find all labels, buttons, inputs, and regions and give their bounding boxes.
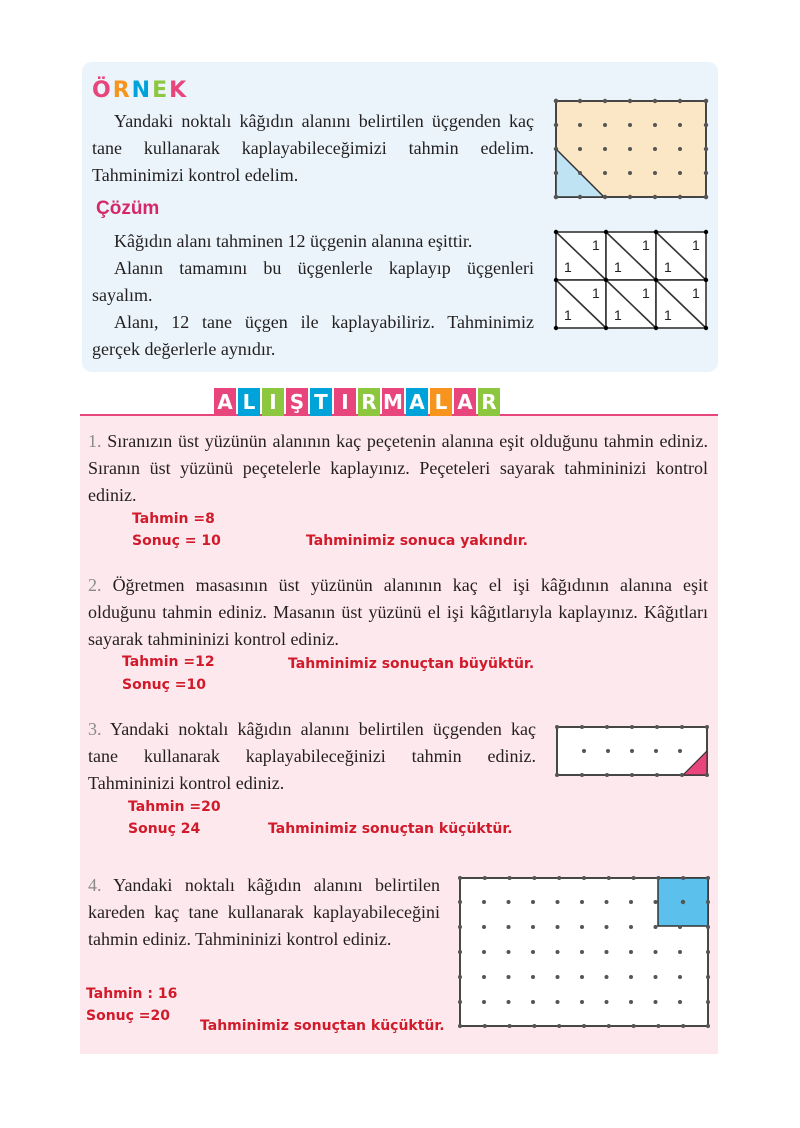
grid-dot [653, 123, 657, 127]
grid-dot [554, 326, 558, 330]
grid-dot [705, 725, 709, 729]
grid-dot [531, 975, 535, 979]
grid-dot [654, 1000, 658, 1004]
grid-dot [654, 749, 658, 753]
banner-letter: L [430, 388, 452, 416]
grid-dot [654, 230, 658, 234]
triangle-label: 1 [564, 259, 572, 275]
grid-dot [580, 773, 584, 777]
exercise-number: 3. [88, 719, 102, 739]
grid-dot [458, 876, 462, 880]
grid-dot [531, 900, 535, 904]
grid-dot [629, 950, 633, 954]
grid-dot [482, 950, 486, 954]
grid-dot [678, 975, 682, 979]
grid-dot [531, 950, 535, 954]
grid-dot [554, 171, 558, 175]
grid-dot [508, 1024, 512, 1028]
grid-dot [580, 975, 584, 979]
grid-dot [681, 876, 685, 880]
grid-dot [704, 171, 708, 175]
grid-dot [705, 773, 709, 777]
grid-dot [632, 1024, 636, 1028]
grid-dot [507, 925, 511, 929]
banner-letter: A [406, 388, 428, 416]
grid-dot [458, 900, 462, 904]
grid-dot [706, 1024, 710, 1028]
grid-dot [482, 900, 486, 904]
grid-dot [556, 975, 560, 979]
grid-dot [654, 900, 658, 904]
grid-dot [629, 900, 633, 904]
grid-dot [678, 195, 682, 199]
grid-dot [678, 123, 682, 127]
grid-dot [607, 1024, 611, 1028]
exercise-2 [88, 572, 708, 653]
grid-dot [458, 950, 462, 954]
grid-dot [578, 123, 582, 127]
grid-dot [482, 975, 486, 979]
grid-dot [483, 876, 487, 880]
grid-dot [603, 123, 607, 127]
grid-dot [629, 975, 633, 979]
grid-dot [556, 950, 560, 954]
exercise-text: Yandaki noktalı kâğıdın alanını belirtilen kareden kaç tane kullanarak kaplayabileceğini tahmin ediniz. Tahmininizi kontrol ediniz. [88, 875, 440, 949]
grid-dot [678, 171, 682, 175]
exercise-text: Öğretmen masasının üst yüzünün alanının kaç el işi kâğıdının alanına eşit olduğunu tahmin ediniz. Masanın üst yüzünü el işi kâğıtlarıyla kaplayınız. Kâğıtları sayarak tahmininizi kontrol ediniz. [88, 575, 709, 649]
grid-dot [580, 925, 584, 929]
triangle-label: 1 [664, 259, 672, 275]
grid-dot [678, 1000, 682, 1004]
grid-dot [554, 195, 558, 199]
exercise-number: 1. [88, 431, 102, 451]
exercise-4 [88, 872, 440, 953]
grid-dot [605, 950, 609, 954]
grid-dot [507, 950, 511, 954]
exercise-1 [88, 428, 708, 509]
grid-dot [580, 900, 584, 904]
grid-dot [603, 195, 607, 199]
grid-dot [605, 725, 609, 729]
banner-letter: I [262, 388, 284, 416]
grid-dot [554, 99, 558, 103]
grid-dot [629, 1000, 633, 1004]
grid-dot [604, 230, 608, 234]
exercise-3-dot-paper [554, 724, 712, 778]
grid-dot [603, 99, 607, 103]
answer-estimate: Tahmin : 16 [86, 986, 178, 1002]
grid-dot [678, 99, 682, 103]
heading-letter: E [152, 78, 170, 103]
grid-dot [605, 925, 609, 929]
grid-dot [582, 1024, 586, 1028]
grid-dot [554, 147, 558, 151]
grid-dot [578, 171, 582, 175]
grid-dot [681, 900, 685, 904]
grid-dot [704, 230, 708, 234]
answer-result: Sonuç =10 [122, 677, 207, 693]
grid-dot [604, 326, 608, 330]
grid-dot [458, 925, 462, 929]
grid-dot [654, 278, 658, 282]
triangle-label: 1 [614, 307, 622, 323]
grid-dot [654, 975, 658, 979]
grid-dot [706, 925, 710, 929]
grid-dot [706, 1000, 710, 1004]
grid-dot [556, 1000, 560, 1004]
triangle-label: 1 [692, 285, 700, 301]
grid-dot [681, 1024, 685, 1028]
answer-result: Sonuç 24 [128, 821, 201, 837]
banner-letter: R [478, 388, 500, 416]
solution-title: Çözüm [96, 198, 160, 219]
solution-triangle-grid [552, 228, 712, 334]
grid-dot [706, 900, 710, 904]
grid-dot [483, 1024, 487, 1028]
grid-dot [653, 171, 657, 175]
triangle-label: 1 [564, 307, 572, 323]
example-heading [92, 78, 188, 103]
grid-dot [531, 1000, 535, 1004]
grid-dot [604, 278, 608, 282]
grid-dot [582, 749, 586, 753]
triangle-label: 1 [642, 237, 650, 253]
grid-dot [656, 1024, 660, 1028]
grid-dot [653, 99, 657, 103]
answer-comment: Tahminimiz sonuçtan küçüktür. [268, 821, 513, 837]
heading-letter: R [112, 78, 132, 103]
heading-letter: K [169, 78, 189, 103]
grid-dot [704, 147, 708, 151]
grid-dot [706, 950, 710, 954]
banner-letter: A [454, 388, 476, 416]
grid-dot [556, 900, 560, 904]
grid-dot [555, 773, 559, 777]
answer-comment: Tahminimiz sonuçtan büyüktür. [288, 656, 535, 672]
grid-dot [678, 749, 682, 753]
grid-dot [628, 99, 632, 103]
grid-dot [655, 773, 659, 777]
grid-dot [507, 1000, 511, 1004]
solution-paragraph-2: Alanın tamamını bu üçgenlerle kaplayıp üçgenleri sayalım. [92, 258, 534, 305]
triangle-label: 1 [592, 285, 600, 301]
grid-dot [580, 950, 584, 954]
solution-paragraph-1: Kâğıdın alanı tahminen 12 üçgenin alanına eşittir. [114, 231, 473, 251]
grid-dot [482, 925, 486, 929]
grid-dot [704, 123, 708, 127]
grid-dot [628, 171, 632, 175]
grid-dot [607, 876, 611, 880]
grid-dot [458, 1024, 462, 1028]
grid-dot [704, 326, 708, 330]
grid-dot [680, 725, 684, 729]
grid-dot [704, 99, 708, 103]
answer-comment: Tahminimiz sonuçtan küçüktür. [200, 1018, 445, 1034]
grid-dot [653, 195, 657, 199]
grid-dot [655, 725, 659, 729]
grid-dot [582, 876, 586, 880]
grid-dot [508, 876, 512, 880]
exercise-4-dot-paper [456, 874, 712, 1030]
grid-dot [605, 900, 609, 904]
grid-dot [555, 725, 559, 729]
grid-dot [706, 975, 710, 979]
grid-dot [554, 230, 558, 234]
grid-dot [632, 876, 636, 880]
grid-dot [704, 278, 708, 282]
grid-dot [653, 147, 657, 151]
grid-dot [557, 1024, 561, 1028]
answer-result: Sonuç = 10 [132, 533, 221, 549]
triangle-label: 1 [642, 285, 650, 301]
grid-dot [532, 1024, 536, 1028]
grid-dot [482, 1000, 486, 1004]
grid-dot [580, 1000, 584, 1004]
triangle-label: 1 [692, 237, 700, 253]
grid-dot [554, 278, 558, 282]
grid-dot [531, 925, 535, 929]
triangle-label: 1 [664, 307, 672, 323]
example-dot-paper [552, 97, 712, 201]
banner-letter: L [238, 388, 260, 416]
grid-dot [603, 171, 607, 175]
grid-dot [507, 975, 511, 979]
banner-letter: R [358, 388, 380, 416]
grid-dot [580, 725, 584, 729]
grid-dot [507, 900, 511, 904]
grid-dot [678, 950, 682, 954]
solution-paragraph-3: Alanı, 12 tane üçgen ile kaplayabiliriz. Tahminimiz gerçek değerlerle aynıdır. [92, 312, 534, 359]
grid-dot [654, 326, 658, 330]
banner-letter: I [334, 388, 356, 416]
grid-dot [629, 925, 633, 929]
grid-dot [630, 773, 634, 777]
answer-result: Sonuç =20 [86, 1008, 171, 1024]
exercise-number: 2. [88, 575, 102, 595]
answer-comment: Tahminimiz sonuca yakındır. [306, 533, 528, 549]
banner-letter: T [310, 388, 332, 416]
grid-dot [628, 147, 632, 151]
grid-dot [628, 123, 632, 127]
grid-dot [605, 773, 609, 777]
heading-letter: N [131, 78, 153, 103]
grid-dot [556, 925, 560, 929]
exercise-text: Yandaki noktalı kâğıdın alanını belirtilen üçgenden kaç tane kullanarak kaplayabileceğinizi tahmin ediniz. Tahmininizi kontrol ediniz. [88, 719, 536, 793]
grid-dot [630, 749, 634, 753]
grid-dot [680, 773, 684, 777]
banner-letter: Ş [286, 388, 308, 416]
grid-dot [578, 195, 582, 199]
grid-dot [704, 195, 708, 199]
grid-dot [605, 1000, 609, 1004]
heading-letter: Ö [92, 78, 113, 103]
exercise-number: 4. [88, 875, 102, 895]
answer-estimate: Tahmin =8 [132, 511, 215, 527]
grid-dot [706, 876, 710, 880]
exercises-banner [214, 388, 500, 416]
grid-dot [605, 975, 609, 979]
grid-dot [654, 925, 658, 929]
answer-estimate: Tahmin =12 [122, 654, 215, 670]
triangle-label: 1 [614, 259, 622, 275]
grid-dot [554, 123, 558, 127]
exercise-3 [88, 716, 536, 797]
grid-dot [458, 975, 462, 979]
grid-dot [678, 925, 682, 929]
grid-dot [628, 195, 632, 199]
grid-dot [678, 147, 682, 151]
grid-dot [654, 950, 658, 954]
answer-estimate: Tahmin =20 [128, 799, 221, 815]
banner-letter: M [383, 390, 403, 414]
grid-dot [557, 876, 561, 880]
grid-dot [578, 99, 582, 103]
exercise-text: Sıranızın üst yüzünün alanının kaç peçetenin alanına eşit olduğunu tahmin ediniz. Sıranın üst yüzünü peçetelerle kaplayınız. Peçeteleri sayarak tahmininizi kontrol ediniz. [88, 431, 709, 505]
grid-dot [656, 876, 660, 880]
grid-dot [603, 147, 607, 151]
grid-dot [532, 876, 536, 880]
example-text: Yandaki noktalı kâğıdın alanını belirtilen üçgenden kaç tane kullanarak kaplayabileceğimizi tahmin edelim. Tahminimizi kontrol edelim. [92, 111, 534, 185]
triangle-label: 1 [592, 237, 600, 253]
grid-dot [578, 147, 582, 151]
grid-dot [458, 1000, 462, 1004]
banner-letter: A [214, 388, 236, 416]
grid-dot [606, 749, 610, 753]
grid-dot [630, 725, 634, 729]
